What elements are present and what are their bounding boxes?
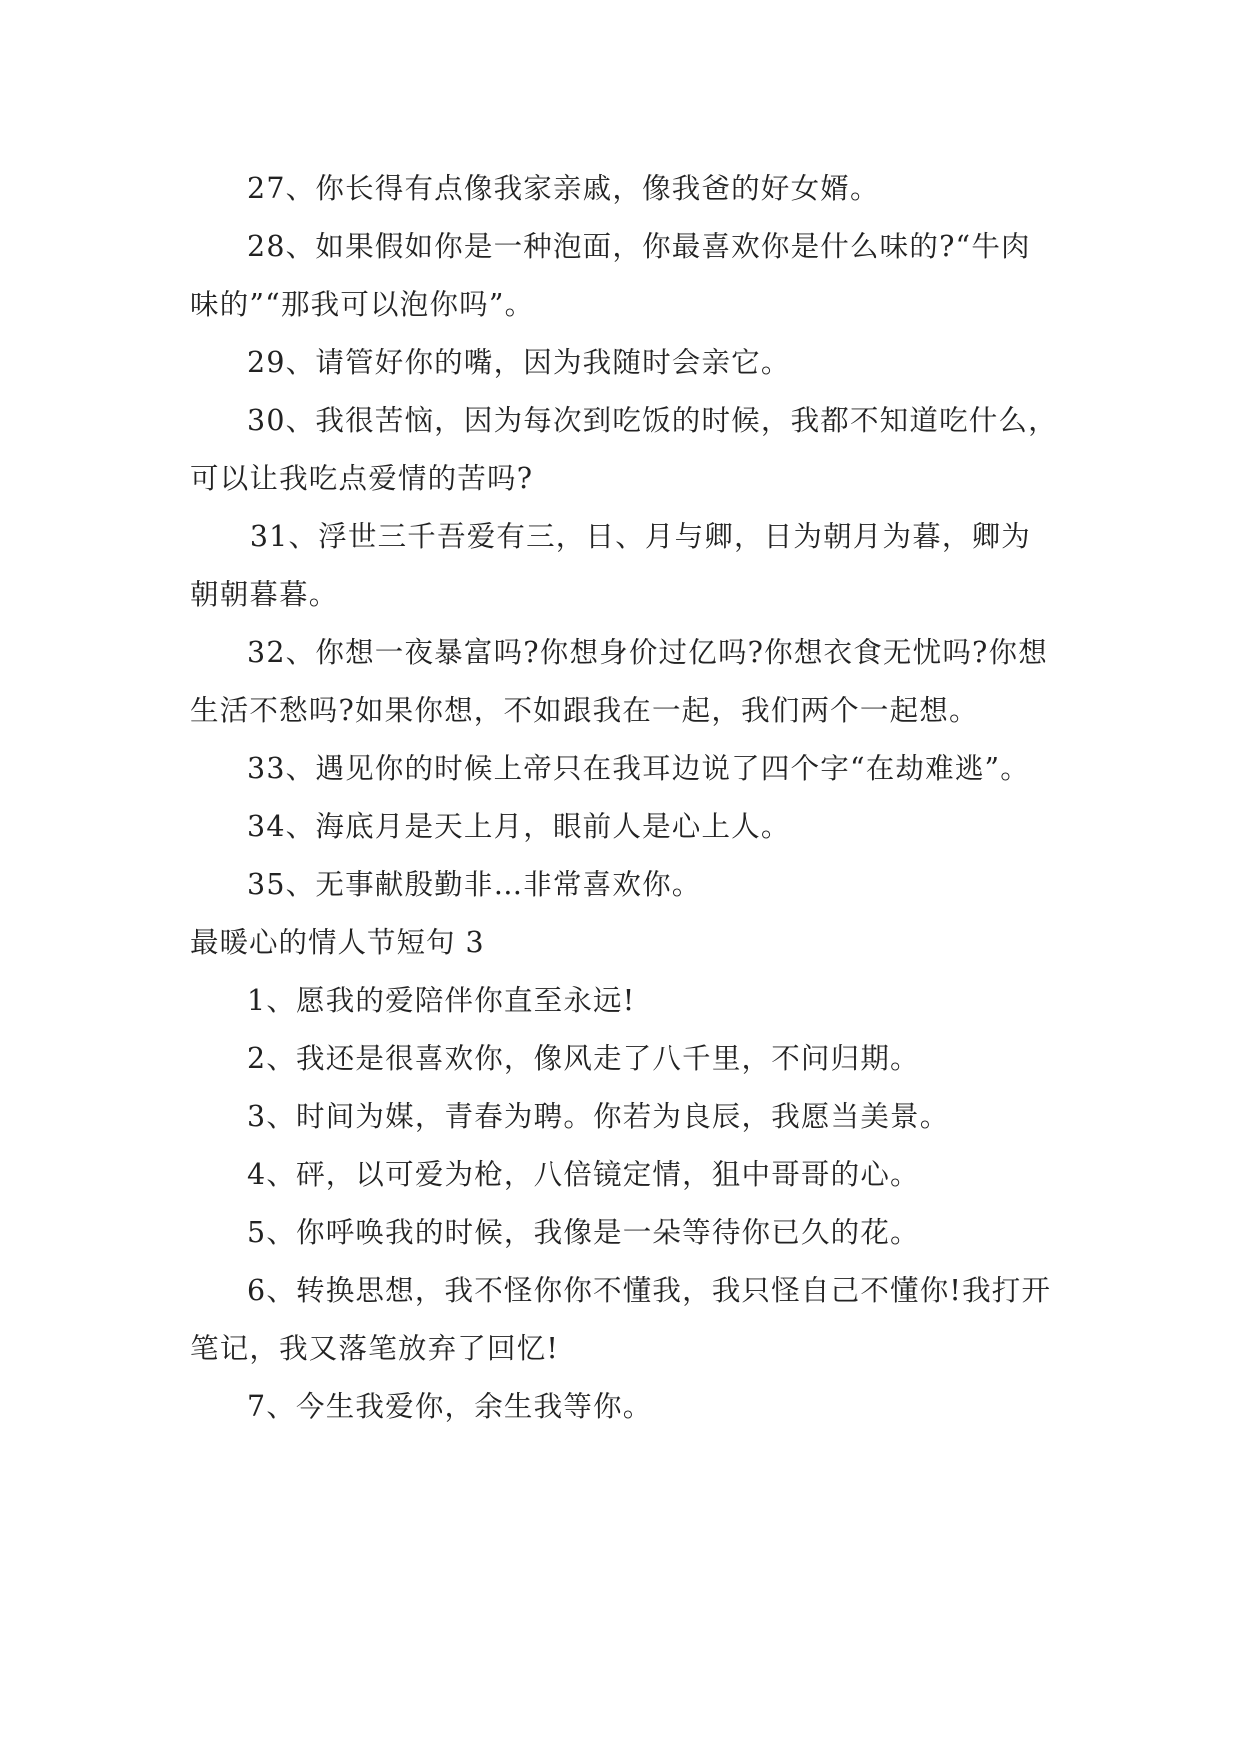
- paragraph-3: 3、时间为媒，青春为聘。你若为良辰，我愿当美景。: [247, 1100, 950, 1133]
- paragraph-2: 2、我还是很喜欢你，像风走了八千里，不问归期。: [247, 1042, 920, 1075]
- paragraph-31: 31、浮世三千吾爱有三，日、月与卿，日为朝月为暮，卿为朝朝暮暮。: [190, 520, 1032, 611]
- paragraph-35: 35、无事献殷勤非…非常喜欢你。: [247, 868, 702, 901]
- paragraph-33: 33、遇见你的时候上帝只在我耳边说了四个字“在劫难逃”。: [247, 752, 1031, 785]
- paragraph-4: 4、砰，以可爱为枪，八倍镜定情，狙中哥哥的心。: [247, 1158, 920, 1191]
- paragraph-27: 27、你长得有点像我家亲戚，像我爸的好女婿。: [247, 172, 880, 205]
- paragraph-34: 34、海底月是天上月，眼前人是心上人。: [247, 810, 791, 843]
- paragraph-29: 29、请管好你的嘴，因为我随时会亲它。: [247, 346, 791, 379]
- paragraph-28: 28、如果假如你是一种泡面，你最喜欢你是什么味的?“牛肉味的”“那我可以泡你吗”。: [190, 230, 1031, 321]
- section-heading: 最暖心的情人节短句 3: [190, 926, 485, 959]
- paragraph-7: 7、今生我爱你，余生我等你。: [247, 1390, 653, 1423]
- paragraph-6: 6、转换思想，我不怪你你不懂我，我只怪自己不懂你!我打开笔记，我又落笔放弃了回忆!: [190, 1274, 1052, 1365]
- paragraph-32: 32、你想一夜暴富吗?你想身价过亿吗?你想衣食无忧吗?你想生活不愁吗?如果你想，不如跟我在一起，我们两个一起想。: [190, 636, 1048, 727]
- document-body: [190, 160, 1058, 1436]
- paragraph-1: 1、愿我的爱陪伴你直至永远!: [247, 984, 636, 1017]
- paragraph-5: 5、你呼唤我的时候，我像是一朵等待你已久的花。: [247, 1216, 920, 1249]
- paragraph-30: 30、我很苦恼，因为每次到吃饭的时候，我都不知道吃什么，可以让我吃点爱情的苦吗?: [190, 404, 1058, 495]
